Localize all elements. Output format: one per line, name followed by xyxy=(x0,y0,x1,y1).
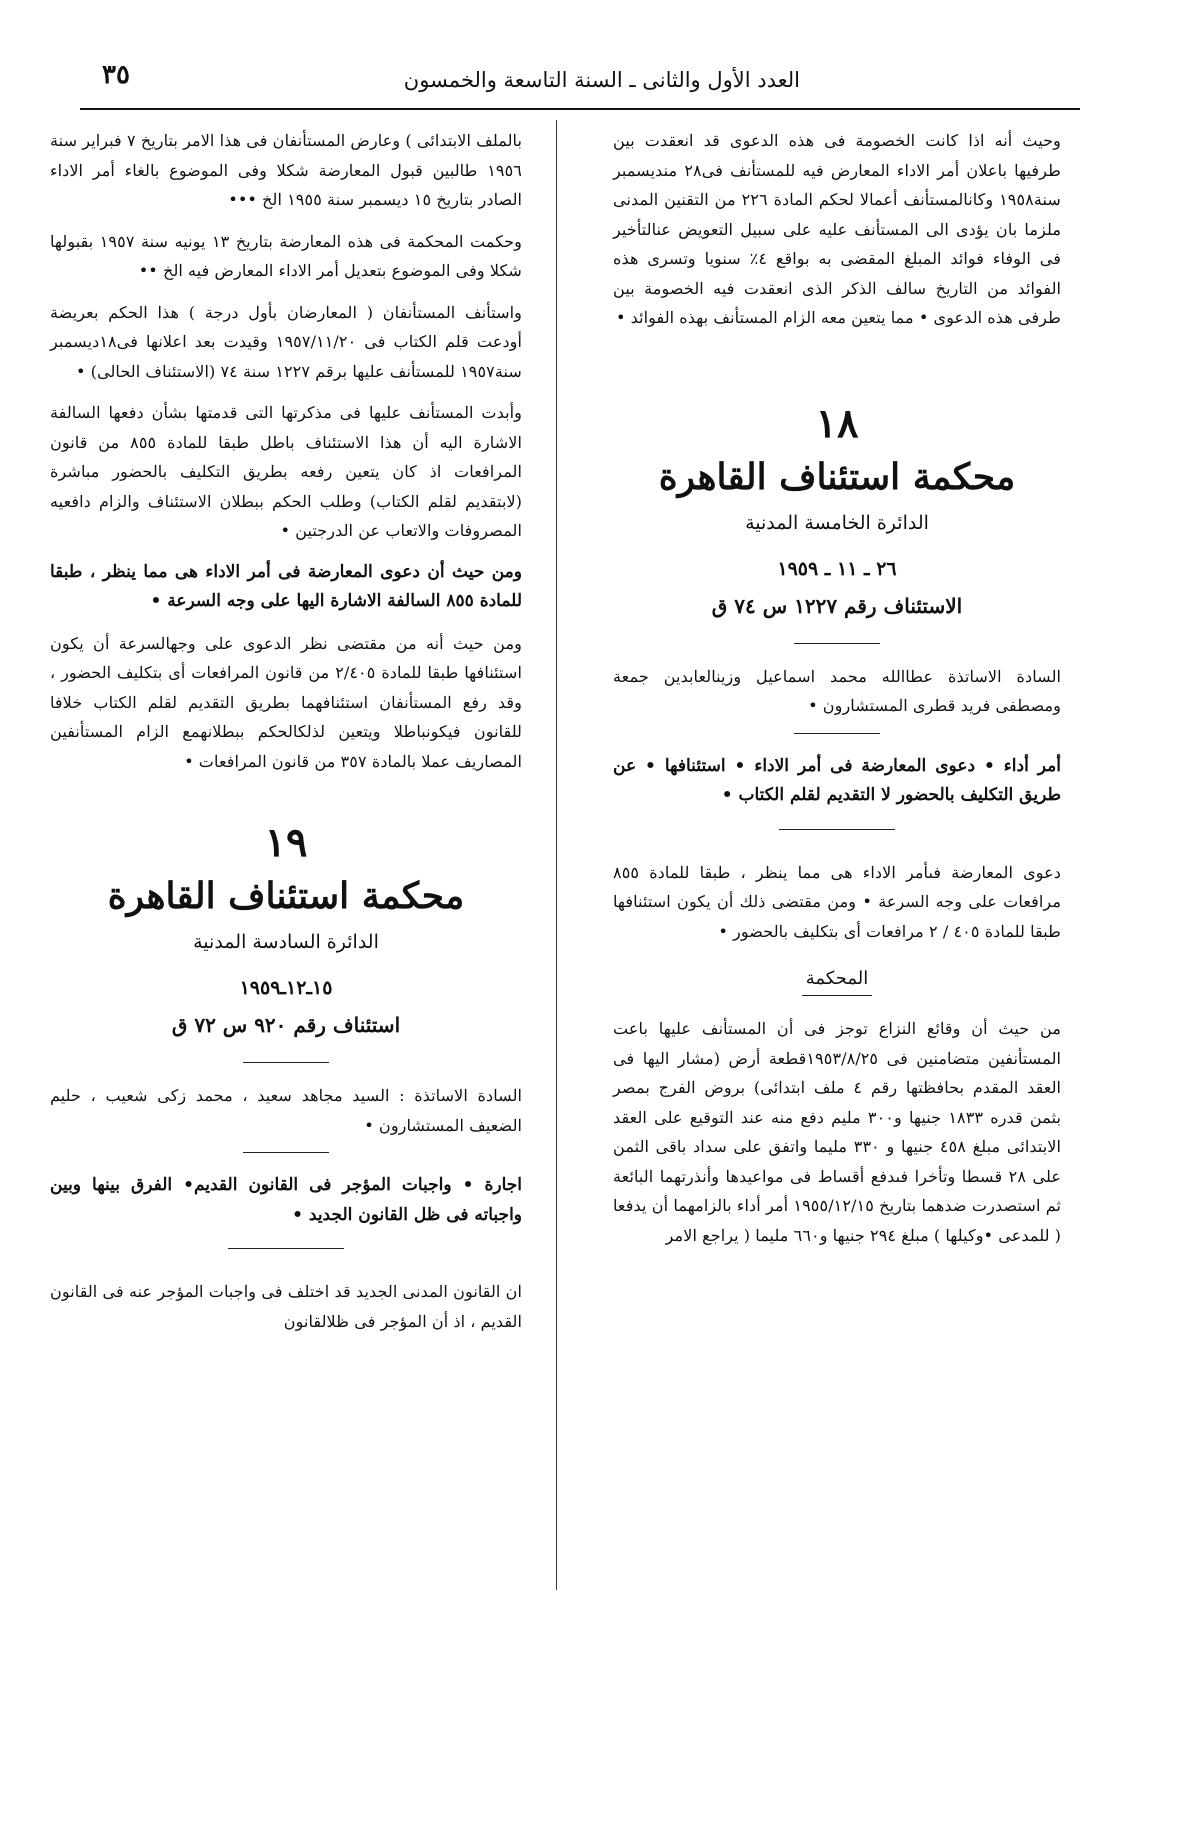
left-column xyxy=(50,126,522,1348)
judges-list: السادة الاساتذة : السيد مجاهد سعيد ، محمد زكى شعيب ، حليم الضعيف المستشارون • xyxy=(50,1086,522,1135)
section-rule xyxy=(243,1062,329,1063)
court-section-heading: المحكمة xyxy=(805,968,869,989)
case-date: ١٥ـ١٢ـ١٩٥٩ xyxy=(239,977,333,999)
court-circuit: الدائرة السادسة المدنية xyxy=(193,931,379,953)
judgment-paragraph: ومن حيث أنه من مقتضى نظر الدعوى على وجهالسرعة أن يكون استئنافها طبقا للمادة ٢/٤٠٥ من قانون المرافعات أى بتكليف الحضور ، وقد رفع المستأنفان استئنافهما بطريق التقديم لقلم الكتاب خلافا للقانون فيكونباطلا ويتعين لذلكالحكم ببطلانهمع الزام المستأنفين المصاريف عملا بالمادة ٣٥٧ من قانون المرافعات • xyxy=(50,633,522,771)
section-rule xyxy=(243,1152,329,1153)
section-rule xyxy=(779,829,895,830)
case-date: ٢٦ ـ ١١ ـ ١٩٥٩ xyxy=(777,557,897,580)
judgment-paragraph: بالملف الابتدائى ) وعارض المستأنفان فى هذا الامر بتاريخ ٧ فبراير سنة ١٩٥٦ طالبين قبول المعارضة شكلا وفى الموضوع بالغاء أمر الاداء الصادر بتاريخ ١٥ ديسمبر سنة ١٩٥٥ الخ ••• xyxy=(50,131,522,209)
journal-issue-title: العدد الأول والثانى ـ السنة التاسعة والخمسون xyxy=(403,68,800,92)
case-number: ١٨ xyxy=(815,399,859,447)
section-rule xyxy=(794,733,880,734)
right-column xyxy=(613,126,1061,1262)
headnote: اجارة • واجبات المؤجر فى القانون القديم• الفرق بينها وبين واجباته فى ظل القانون الجديد • xyxy=(50,1175,522,1225)
judges-list: السادة الاساتذة عطاالله محمد اسماعيل وزينالعابدين جمعة ومصطفى فريد قطرى المستشارون • xyxy=(613,666,1061,715)
court-name: محكمة استئناف القاهرة xyxy=(658,455,1016,498)
case-summary: ان القانون المدنى الجديد قد اختلف فى واجبات المؤجر عنه فى القانون القديم ، اذ أن المؤجر فى ظلالقانون xyxy=(50,1282,522,1331)
judgment-paragraph: وحكمت المحكمة فى هذه المعارضة بتاريخ ١٣ يونيه سنة ١٩٥٧ بقبولها شكلا وفى الموضوع بتعديل أمر الاداء المعارض فيه الخ •• xyxy=(50,231,522,280)
continued-judgment-paragraph: وحيث أنه اذا كانت الخصومة فى هذه الدعوى قد انعقدت بين طرفيها باعلان أمر الاداء المعارض فيه للمستأنف فى٢٨ منديسمبر سنة١٩٥٨ وكانالمستأنف أعمالا لحكم المادة ٢٢٦ من التقنين المدنى ملزما بان يؤدى الى المستأنف عليه على سبيل التعويض عنالتأخير فى الوفاء فوائد المبلغ المقضى به بواقع ٤٪ سنويا وتسرى هذه الفوائد من التاريخ سالف الذكر الذى انعقدت فيه الخصومة بين طرفى هذه الدعوى • مما يتعين معه الزام المستأنف بهذه الفوائد • xyxy=(613,131,1061,327)
page-number: ٣٥ xyxy=(102,60,130,90)
case-summary: دعوى المعارضة فىأمر الاداء هى مما ينظر ، طبقا للمادة ٨٥٥ مرافعات على وجه السرعة • ومن مقتضى ذلك أن يكون استئنافها طبقا للمادة ٤٠٥ / ٢ مرافعات أى بتكليف بالحضور • xyxy=(613,862,1061,941)
running-header xyxy=(80,60,1080,100)
court-circuit: الدائرة الخامسة المدنية xyxy=(745,511,929,534)
judgment-paragraph: وأبدت المستأنف عليها فى مذكرتها التى قدمتها بشأن دفعها السالفة الاشارة اليه أن هذا الاستئناف باطل طبقا للمادة ٨٥٥ من قانون المرافعات اذ كان يتعين رفعه بطريق التكليف بالحضور مباشرة (لابتقديم لقلم الكتاب) وطلب الحكم ببطلان الاستئناف والزام دافعيه المصروفات والاتعاب عن الدرجتين • xyxy=(50,403,522,540)
judgment-body: من حيث أن وقائع النزاع توجز فى أن المستأنف عليها باعت المستأنفين متضامنين فى ١٩٥٣/٨/٢٥قطعة أرض (مشار اليها فى العقد المقدم بحافظتها رقم ٤ ملف ابتدائى) بروض الفرج بمصر بثمن قدره ١٨٣٣ جنيها و٣٠٠ مليم دفع منه عند التوقيع على العقد الابتدائى مبلغ ٤٥٨ جنيها و ٣٣٠ مليما واتفق على سداد باقى الثمن على ٢٨ قسطا وتأخرا فىدفع أقساط فى مواعيدها وأنذرتهما البائعة ثم استصدرت ضدهما بتاريخ ١٩٥٥/١٢/١٥ أمر أداء بالزامهما أن يدفعا ( للمدعى •وكيلها ) مبلغ ٢٩٤ جنيها و٦٦٠ مليما ( يراجع الامر xyxy=(613,1019,1061,1245)
column-divider xyxy=(556,120,557,1590)
section-rule xyxy=(228,1248,344,1249)
heading-rule xyxy=(802,995,872,996)
section-rule xyxy=(794,643,880,644)
appeal-number: الاستئناف رقم ١٢٢٧ س ٧٤ ق xyxy=(711,593,963,618)
headnote: أمر أداء • دعوى المعارضة فى أمر الاداء • استئنافها • عن طريق التكليف بالحضور لا التقديم لقلم الكتاب • xyxy=(613,755,1061,805)
appeal-number: استئناف رقم ٩٢٠ س ٧٢ ق xyxy=(171,1013,401,1037)
case-number: ١٩ xyxy=(264,819,308,866)
court-name: محكمة استئناف القاهرة xyxy=(107,875,465,917)
judgment-paragraph-bold: ومن حيث أن دعوى المعارضة فى أمر الاداء هى مما ينظر ، طبقا للمادة ٨٥٥ السالفة الاشارة اليها على وجه السرعة • xyxy=(50,561,522,611)
judgment-paragraph: واستأنف المستأنفان ( المعارضان بأول درجة ) هذا الحكم بعريضة أودعت قلم الكتاب فى ١٩٥٧/١١/٢٠ وقيدت بعد اعلانها فى١٨ديسمبر سنة١٩٥٧ للمستأنف عليها برقم ١٢٢٧ سنة ٧٤ (الاستئناف الحالى) • xyxy=(50,302,522,381)
header-rule xyxy=(80,108,1080,110)
